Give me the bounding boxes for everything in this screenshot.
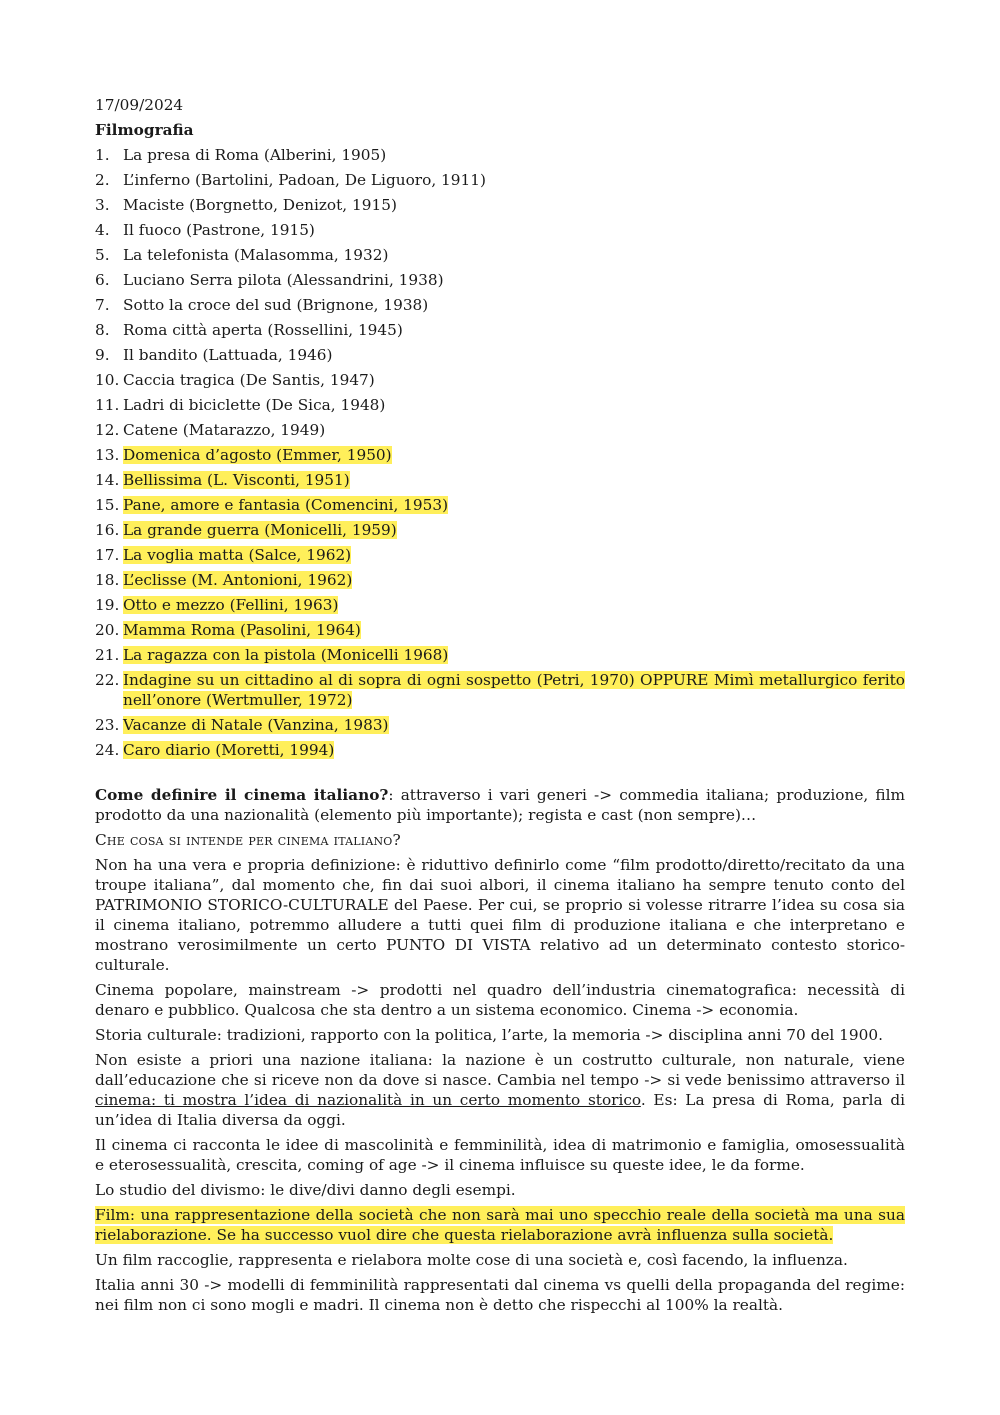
film-list-item	[95, 195, 905, 220]
film-title: Indagine su un cittadino al di sopra di ogni sospetto (Petri, 1970) OPPURE Mimì metallurgico ferito nell’onore (Wertmuller, 1972)	[123, 671, 905, 709]
nation-text-a: Non esiste a priori una nazione italiana: la nazione è un costrutto culturale, non naturale, viene dall’educazione che si riceve non da dove si nasce. Cambia nel tempo -> si vede benissimo attraverso il	[95, 1051, 905, 1089]
film-title-wrapper	[123, 370, 905, 395]
subheading: Che cosa si intende per cinema italiano?	[95, 831, 401, 849]
question-answer: : attraverso i vari generi -> commedia italiana; produzione, film prodotto da una nazionalità (elemento più importante); regista e cast (non sempre)…	[95, 786, 905, 824]
film-title-wrapper	[123, 670, 905, 715]
paragraph-definition: Non ha una vera e propria definizione: è riduttivo definirlo come “film prodotto/diretto/recitato da una troupe italiana”, dal momento che, fin dai suoi albori, il cinema italiano ha sempre tenuto conto del PATRIMONIO STORICO-CULTURALE del Paese. Per cui, se proprio si volesse ritrarre l’idea su cosa sia il cinema italiano, potremmo alludere a tutti quei film di produzione italiana e che interpretano e mostrano verosimilmente un certo PUNTO DI VISTA relativo ad un determinato contesto storico-culturale.	[95, 856, 905, 974]
film-number: 12.	[95, 421, 120, 439]
film-title: La ragazza con la pistola (Monicelli 1968)	[123, 646, 449, 664]
film-list-item	[95, 320, 905, 345]
film-title: Sotto la croce del sud (Brignone, 1938)	[123, 296, 429, 314]
film-title-wrapper	[123, 570, 905, 595]
film-list-item	[95, 470, 905, 495]
film-title-wrapper	[123, 245, 905, 270]
film-title: L’inferno (Bartolini, Padoan, De Liguoro, 1911)	[123, 171, 486, 189]
film-title-wrapper	[123, 395, 905, 420]
film-title-wrapper	[123, 470, 905, 495]
film-number: 15.	[95, 496, 120, 514]
film-number: 20.	[95, 621, 120, 639]
question-bold: Come definire il cinema italiano?	[95, 786, 389, 804]
paragraph-gender-ideas: Il cinema ci racconta le idee di mascolinità e femminilità, idea di matrimonio e famiglia, omosessualità e eterosessualità, crescita, coming of age -> il cinema influisce su queste idee, le da forme.	[95, 1136, 905, 1174]
film-title-wrapper	[123, 195, 905, 220]
film-number: 2.	[95, 171, 110, 189]
paragraph-film-influence: Un film raccoglie, rappresenta e rielabora molte cose di una società e, così facendo, la influenza.	[95, 1251, 848, 1269]
film-number: 8.	[95, 321, 110, 339]
film-title: Luciano Serra pilota (Alessandrini, 1938)	[123, 271, 444, 289]
film-number: 5.	[95, 246, 110, 264]
film-title: Caccia tragica (De Santis, 1947)	[123, 371, 375, 389]
film-title-wrapper	[123, 645, 905, 670]
film-title: Ladri di biciclette (De Sica, 1948)	[123, 396, 386, 414]
paragraph-thirties: Italia anni 30 -> modelli di femminilità rappresentati dal cinema vs quelli della propaganda del regime: nei film non ci sono mogli e madri. Il cinema non è detto che rispecchi al 100% la realtà.	[95, 1276, 905, 1314]
film-number: 10.	[95, 371, 120, 389]
film-title: Otto e mezzo (Fellini, 1963)	[123, 596, 339, 614]
film-number: 22.	[95, 671, 120, 689]
filmography-heading: Filmografia	[95, 121, 194, 139]
film-number: 6.	[95, 271, 110, 289]
film-list-item	[95, 345, 905, 370]
film-number: 1.	[95, 146, 110, 164]
film-title-wrapper	[123, 545, 905, 570]
paragraph-popular-cinema: Cinema popolare, mainstream -> prodotti nel quadro dell’industria cinematografica: necessità di denaro e pubblico. Qualcosa che sta dentro a un sistema economico. Cinema -> economia.	[95, 981, 905, 1019]
film-number: 14.	[95, 471, 120, 489]
film-list-item	[95, 220, 905, 245]
film-number: 11.	[95, 396, 120, 414]
film-title: Mamma Roma (Pasolini, 1964)	[123, 621, 361, 639]
film-title-wrapper	[123, 495, 905, 520]
film-title-wrapper	[123, 295, 905, 320]
film-number: 19.	[95, 596, 120, 614]
film-list-item	[95, 445, 905, 470]
film-title: Vacanze di Natale (Vanzina, 1983)	[123, 716, 389, 734]
film-title: Il fuoco (Pastrone, 1915)	[123, 221, 315, 239]
film-title: Domenica d’agosto (Emmer, 1950)	[123, 446, 392, 464]
film-list-item	[95, 295, 905, 320]
film-title: Caro diario (Moretti, 1994)	[123, 741, 335, 759]
filmography-list	[95, 145, 905, 765]
film-title-wrapper	[123, 445, 905, 470]
film-title-wrapper	[123, 595, 905, 620]
film-title: Il bandito (Lattuada, 1946)	[123, 346, 333, 364]
film-title: Maciste (Borgnetto, Denizot, 1915)	[123, 196, 397, 214]
film-title: La presa di Roma (Alberini, 1905)	[123, 146, 387, 164]
film-title-wrapper	[123, 345, 905, 370]
film-title: La telefonista (Malasomma, 1932)	[123, 246, 389, 264]
film-list-item	[95, 740, 905, 765]
film-list-item	[95, 715, 905, 740]
film-number: 7.	[95, 296, 110, 314]
film-title-wrapper	[123, 715, 905, 740]
film-list-item	[95, 370, 905, 395]
film-list-item	[95, 395, 905, 420]
highlighted-film-definition: Film: una rappresentazione della società che non sarà mai uno specchio reale della società ma una sua rielaborazione. Se ha successo vuol dire che questa rielaborazione avrà influenza sulla società.	[95, 1206, 905, 1244]
film-title: Bellissima (L. Visconti, 1951)	[123, 471, 350, 489]
paragraph-question	[95, 785, 905, 825]
nation-underlined: cinema: ti mostra l’idea di nazionalità in un certo momento storico	[95, 1091, 641, 1109]
film-list-item	[95, 570, 905, 595]
film-title: L’eclisse (M. Antonioni, 1962)	[123, 571, 353, 589]
film-title: La grande guerra (Monicelli, 1959)	[123, 521, 397, 539]
film-list-item	[95, 545, 905, 570]
document-page	[95, 95, 905, 1320]
film-number: 13.	[95, 446, 120, 464]
film-title-wrapper	[123, 145, 905, 170]
film-title-wrapper	[123, 320, 905, 345]
film-number: 3.	[95, 196, 110, 214]
film-list-item	[95, 270, 905, 295]
film-list-item	[95, 245, 905, 270]
document-date: 17/09/2024	[95, 96, 184, 114]
spacer	[95, 765, 905, 785]
film-list-item	[95, 170, 905, 195]
film-list-item	[95, 420, 905, 445]
film-title: La voglia matta (Salce, 1962)	[123, 546, 352, 564]
film-title-wrapper	[123, 170, 905, 195]
film-title: Pane, amore e fantasia (Comencini, 1953)	[123, 496, 449, 514]
film-number: 24.	[95, 741, 120, 759]
film-number: 18.	[95, 571, 120, 589]
film-number: 4.	[95, 221, 110, 239]
film-list-item	[95, 145, 905, 170]
paragraph-stardom: Lo studio del divismo: le dive/divi danno degli esempi.	[95, 1181, 516, 1199]
film-title-wrapper	[123, 520, 905, 545]
film-title-wrapper	[123, 620, 905, 645]
film-number: 16.	[95, 521, 120, 539]
paragraph-nation	[95, 1050, 905, 1130]
film-list-item	[95, 595, 905, 620]
film-list-item	[95, 495, 905, 520]
paragraph-film-definition	[95, 1205, 905, 1245]
film-list-item	[95, 670, 905, 715]
film-list-item	[95, 645, 905, 670]
film-number: 23.	[95, 716, 120, 734]
film-title-wrapper	[123, 270, 905, 295]
film-number: 17.	[95, 546, 120, 564]
film-list-item	[95, 620, 905, 645]
film-title-wrapper	[123, 740, 905, 765]
film-list-item	[95, 520, 905, 545]
nation-text-b: . Es: La presa di Roma, parla di un’idea di Italia diversa da oggi.	[95, 1091, 905, 1129]
film-number: 9.	[95, 346, 110, 364]
film-title: Roma città aperta (Rossellini, 1945)	[123, 321, 403, 339]
film-number: 21.	[95, 646, 120, 664]
film-title-wrapper	[123, 420, 905, 445]
paragraph-cultural-history: Storia culturale: tradizioni, rapporto con la politica, l’arte, la memoria -> disciplina anni 70 del 1900.	[95, 1026, 883, 1044]
film-title: Catene (Matarazzo, 1949)	[123, 421, 326, 439]
film-title-wrapper	[123, 220, 905, 245]
